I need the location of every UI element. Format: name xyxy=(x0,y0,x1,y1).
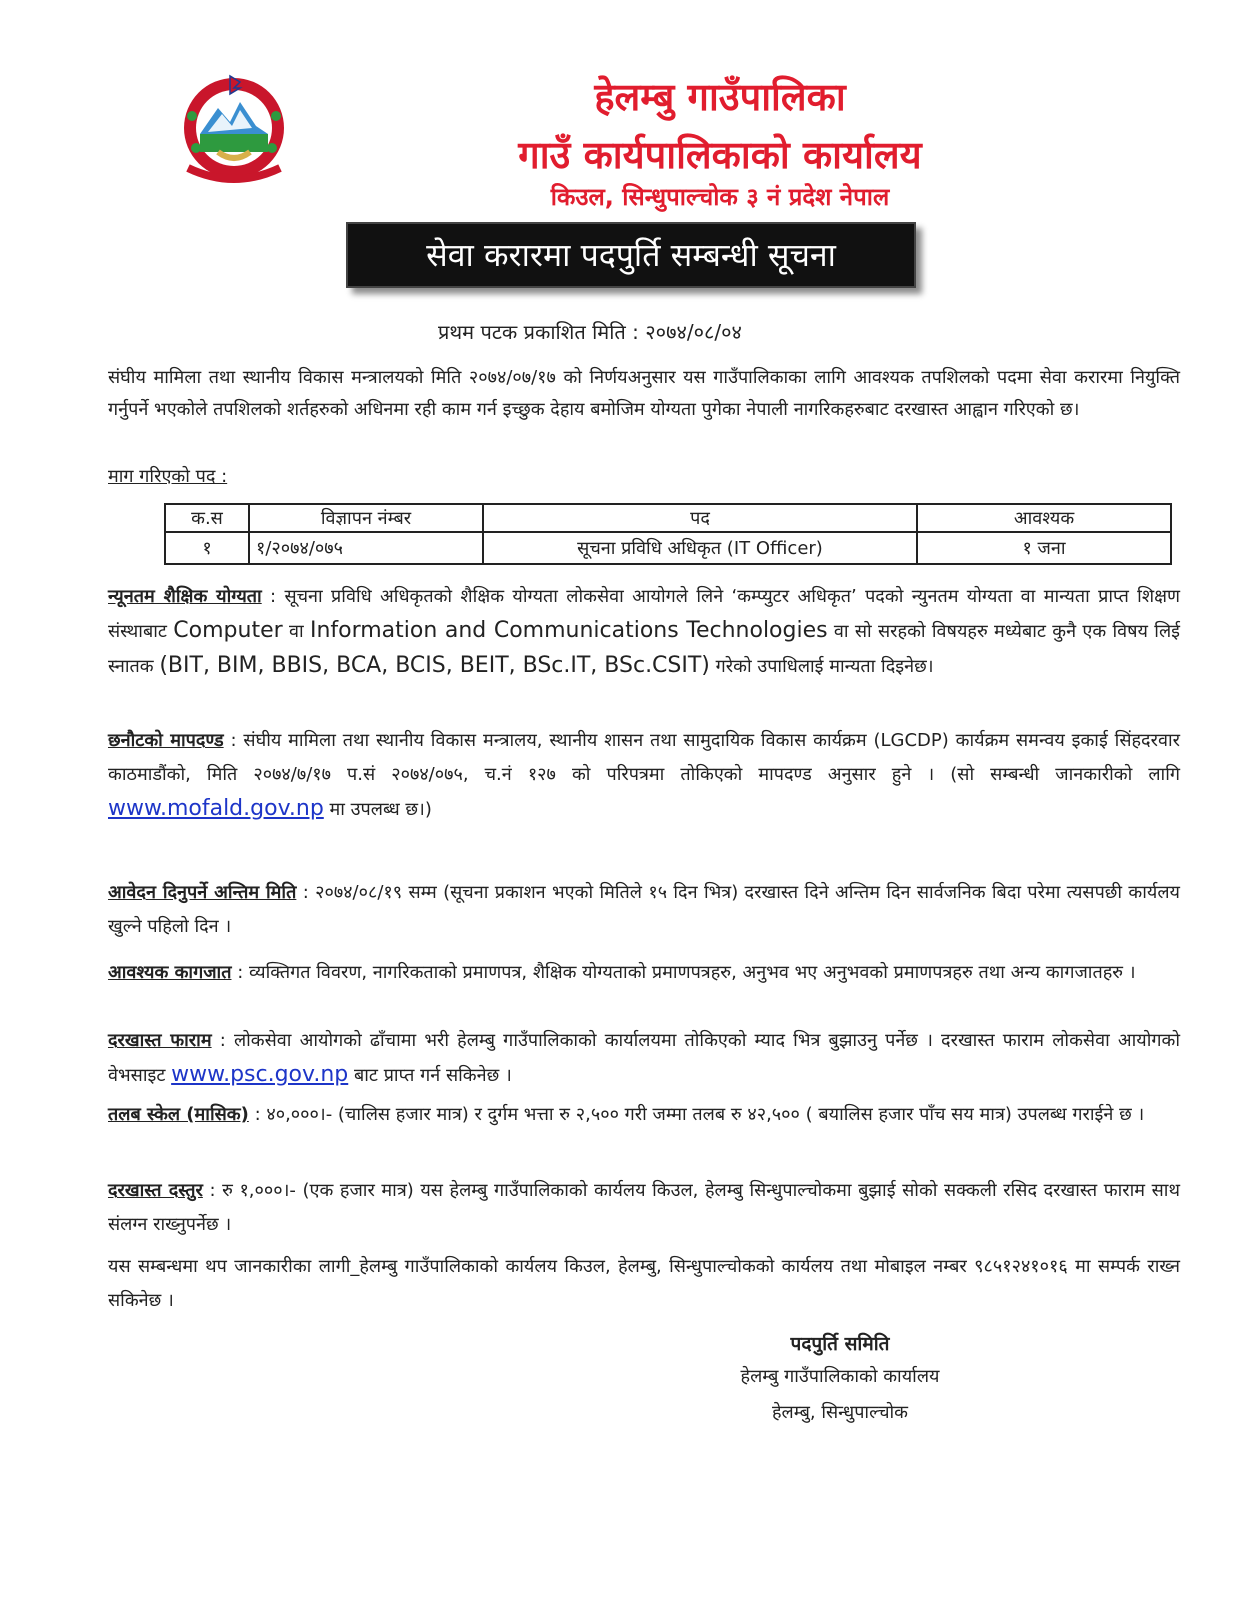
col-required-header: आवश्यक xyxy=(917,504,1171,532)
documents-heading: आवश्यक कागजात xyxy=(108,962,232,983)
education-latin-b: Information and Communications Technologies xyxy=(309,618,828,643)
education-text-b: वा xyxy=(282,621,310,642)
education-heading: न्यूनतम शैक्षिक योग्यता xyxy=(108,586,262,607)
deadline-section xyxy=(108,876,1180,944)
salary-text: : ४०,०००।- (चालिस हजार मात्र) र दुर्गम भत्ता रु २,५०० गरी जम्मा तलब रु ४२,५०० ( बयालिस हजार पाँच सय मात्र) उपलब्ध गराईने छ । xyxy=(248,1104,1145,1125)
col-adno-header: विज्ञापन नंम्बर xyxy=(249,504,483,532)
deadline-text: : २०७४/०८/१९ सम्म (सूचना प्रकाशन भएको मितिले १५ दिन भित्र) दरखास्त दिने अन्तिम दिन सार्वजनिक बिदा परेमा त्यसपछी कार्यलय खुल्ने पहिलो दिन । xyxy=(108,882,1180,937)
cell-post: सूचना प्रविधि अधिकृत (IT Officer) xyxy=(483,532,917,564)
salary-heading: तलब स्केल (मासिक) xyxy=(108,1104,249,1125)
form-section xyxy=(108,1024,1180,1093)
cell-required: १ जना xyxy=(917,532,1171,564)
criteria-text-b: मा उपलब्ध छ।) xyxy=(323,799,432,820)
form-text-b: बाट प्राप्त गर्न सकिनेछ । xyxy=(348,1065,512,1086)
notice-title-banner: सेवा करारमा पदपुर्ति सम्बन्धी सूचना xyxy=(346,222,916,288)
education-latin-a: Computer xyxy=(173,618,283,643)
posts-table xyxy=(164,503,1172,565)
deadline-heading: आवेदन दिनुपर्ने अन्तिम मिति xyxy=(108,882,297,903)
education-section xyxy=(108,580,1180,684)
education-text-c: वा सो सरहको विषयहरु मध्येबाट कुनै एक विषय लिई स्नातक xyxy=(108,621,1180,677)
signature-committee: पदपुर्ति समिति xyxy=(790,1333,890,1355)
table-row xyxy=(165,532,1171,564)
col-post-header: पद xyxy=(483,504,917,532)
signature-office: हेलम्बु गाउँपालिकाको कार्यालय xyxy=(740,1366,940,1387)
table-header-row xyxy=(165,504,1171,532)
org-name-line1: हेलम्बु गाउँपालिका xyxy=(594,75,846,119)
nepal-government-emblem-icon xyxy=(178,68,290,190)
contact-paragraph: यस सम्बन्धमा थप जानकारीका लागी_हेलम्बु गाउँपालिकाको कार्यलय किउल, हेलम्बु, सिन्धुपाल्चोकको कार्यलय तथा मोबाइल नम्बर ९८५१२४१०१६ मा सम्पर्क राख्न सकिनेछ । xyxy=(108,1256,1180,1311)
col-serial-header: क.स xyxy=(165,504,249,532)
org-name-line2: गाउँ कार्यपालिकाको कार्यालय xyxy=(518,133,922,177)
documents-section xyxy=(108,956,1180,990)
cell-adno: १/२०७४/०७५ xyxy=(249,532,483,564)
fee-section xyxy=(108,1174,1180,1242)
documents-text: : व्यक्तिगत विवरण, नागरिकताको प्रमाणपत्र, शैक्षिक योग्यताको प्रमाणपत्रहरु, अनुभव भए अनुभवको प्रमाणपत्रहरु तथा अन्य कागजातहरु । xyxy=(231,962,1136,983)
cell-serial: १ xyxy=(165,532,249,564)
education-latin-c: (BIT, BIM, BBIS, BCA, BCIS, BEIT, BSc.IT, BSc.CSIT) xyxy=(159,653,710,678)
education-text-a: : सूचना प्रविधि अधिकृतको शैक्षिक योग्यता लोकसेवा आयोगले लिने ‘कम्प्युटर अधिकृत’ पदको न्युनतम योग्यता वा मान्यता प्राप्त शिक्षण संस्थाबाट xyxy=(108,586,1181,642)
form-heading: दरखास्त फाराम xyxy=(108,1030,212,1051)
fee-heading: दरखास्त दस्तुर xyxy=(108,1180,203,1201)
form-text-a: : लोकसेवा आयोगको ढाँचामा भरी हेलम्बु गाउँपालिकाको कार्यालयमा तोकिएको म्याद भित्र बुझाउनु पर्नेछ । दरखास्त फाराम लोकसेवा आयोगको वेभसाइट xyxy=(108,1030,1181,1086)
mofald-link[interactable]: www.mofald.gov.np xyxy=(108,796,324,821)
signature-location: हेलम्बु, सिन्धुपाल्चोक xyxy=(771,1402,909,1423)
publication-date: प्रथम पटक प्रकाशित मिति : २०७४/०८/०४ xyxy=(438,320,742,344)
org-address: किउल, सिन्धुपाल्चोक ३ नं प्रदेश नेपाल xyxy=(550,183,890,211)
criteria-heading: छनौटको मापदण्ड xyxy=(108,730,224,751)
criteria-section xyxy=(108,724,1180,827)
fee-text: : रु १,०००।- (एक हजार मात्र) यस हेलम्बु गाउँपालिकाको कार्यलय किउल, हेलम्बु सिन्धुपाल्चोकमा बुझाई सोको सक्कली रसिद दरखास्त फाराम साथ संलग्न राख्नुपर्नेछ । xyxy=(108,1180,1180,1235)
posts-label: माग गरिएको पद : xyxy=(108,466,228,487)
intro-paragraph: संघीय मामिला तथा स्थानीय विकास मन्त्रालयको मिति २०७४/०७/१७ को निर्णयअनुसार यस गाउँपालिकाका लागि आवश्यक तपशिलको पदमा सेवा करारमा नियुक्ति गर्नुपर्ने भएकोले तपशिलको शर्तहरुको अधिनमा रही काम गर्न इच्छुक देहाय बमोजिम योग्यता पुगेका नेपाली नागरिकहरुबाट दरखास्त आह्वान गरिएको छ। xyxy=(108,367,1180,420)
education-text-d: गरेको उपाधिलाई मान्यता दिइनेछ। xyxy=(709,656,934,677)
salary-section xyxy=(108,1098,1180,1132)
psc-link[interactable]: www.psc.gov.np xyxy=(171,1062,349,1087)
criteria-text-a: : संघीय मामिला तथा स्थानीय विकास मन्त्रालय, स्थानीय शासन तथा सामुदायिक विकास कार्यक्रम (LGCDP) कार्यक्रम समन्वय इकाई सिंहदरवार काठमाडौंको, मिति २०७४/७/१७ प.सं २०७४/०७५, च.नं १२७ को परिपत्रमा तोकिएको मापदण्ड अनुसार हुने । (सो सम्बन्धी जानकारीको लागि xyxy=(108,730,1180,785)
